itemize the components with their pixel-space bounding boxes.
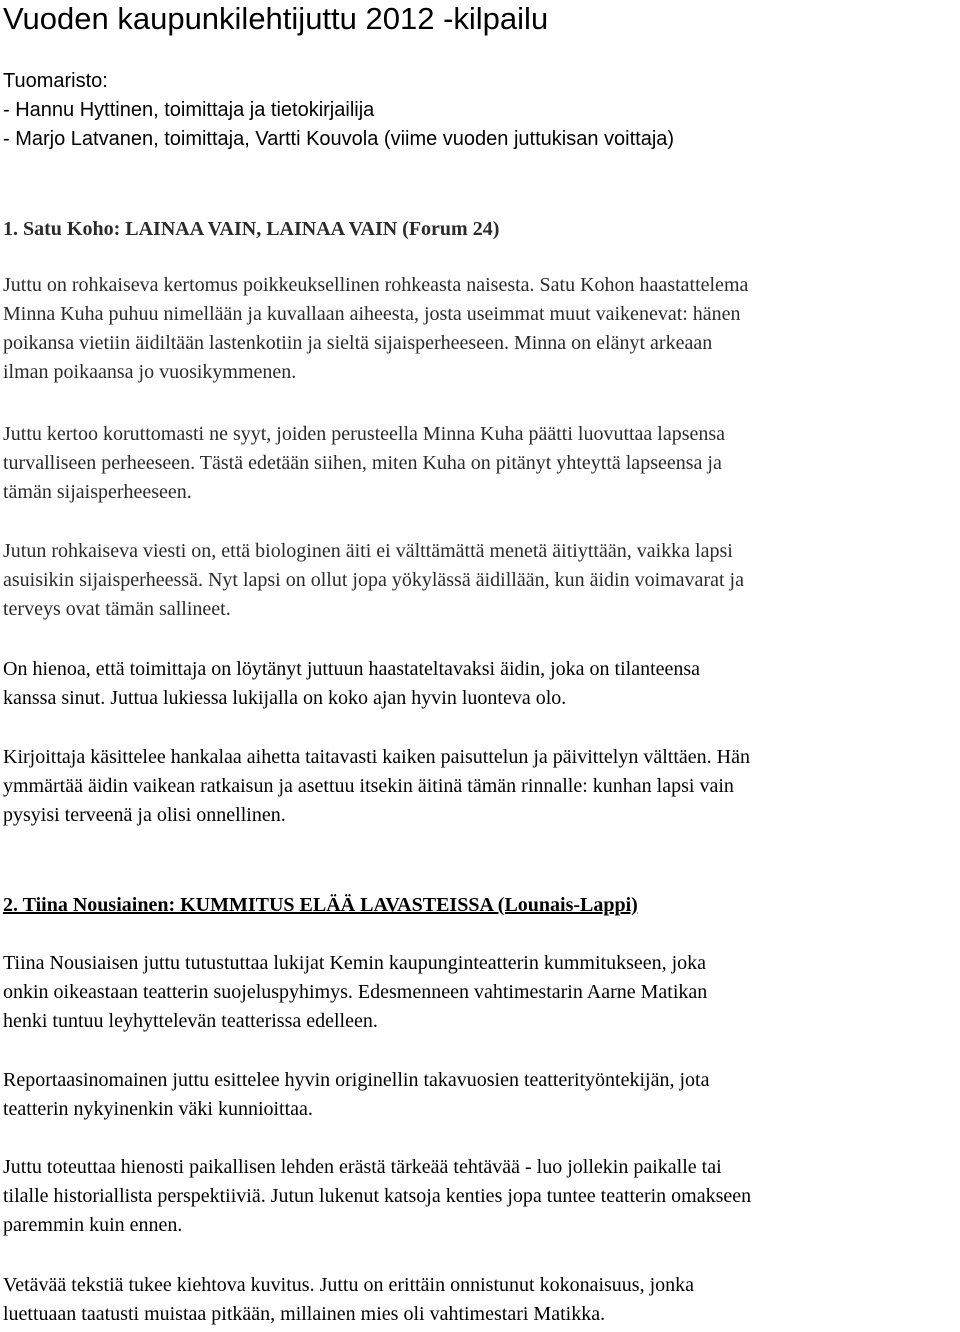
jury-member: - Hannu Hyttinen, toimittaja ja tietokirjailija [3,99,375,121]
section-2-paragraph: Reportaasinomainen juttu esittelee hyvin originellin takavuosien teatterityöntekijän, jota teatterin nykyinenkin väki kunnioittaa. [3,1069,710,1120]
document-title: Vuoden kaupunkilehtijuttu 2012 -kilpailu [3,1,549,36]
section-1-paragraph: Juttu kertoo koruttomasti ne syyt, joiden perusteella Minna Kuha päätti luovuttaa lapsensa turvalliseen perheeseen. Tästä edetään siihen, miten Kuha on pitänyt yhteyttä lapseensa ja tämän sijaisperheeseen. [3,423,726,503]
jury-member: - Marjo Latvanen, toimittaja, Vartti Kouvola (viime vuoden juttukisan voittaja) [3,128,675,150]
section-1-paragraph: Kirjoittaja käsittelee hankalaa aihetta taitavasti kaiken paisuttelun ja päivittelyn välttäen. Hän ymmärtää äidin vaikean ratkaisun ja asettuu itsekin äitinä tämän rinnalle: kunhan lapsi vain pysyisi terveenä ja olisi onnellinen. [3,746,750,826]
section-2-paragraph: Vetävää tekstiä tukee kiehtova kuvitus. Juttu on erittäin onnistunut kokonaisuus, jonka luettuaan taatusti muistaa pitkään, millainen mies oli vahtimestari Matikka. [3,1274,694,1325]
jury-block [3,67,953,154]
section-2-heading: 2. Tiina Nousiainen: KUMMITUS ELÄÄ LAVASTEISSA (Lounais-Lappi) [3,894,638,916]
section-1-paragraph: Juttu on rohkaiseva kertomus poikkeuksellinen rohkeasta naisesta. Satu Kohon haastattelema Minna Kuha puhuu nimellään ja kuvallaan aiheesta, josta useimmat muut vaikenevat: hänen poikansa vietiin äidiltään lastenkotiin ja sieltä sijaisperheeseen. Minna on elänyt arkeaan ilman poikaansa jo vuosikymmenen. [3,274,749,383]
section-2-paragraph: Juttu toteuttaa hienosti paikallisen lehden erästä tärkeää tehtävää - luo jollekin paikalle tai tilalle historiallista perspektiiviä. Jutun lukenut katsoja kenties jopa tuntee teatterin omakseen paremmin kuin ennen. [3,1156,752,1236]
section-2-paragraph: Tiina Nousiaisen juttu tutustuttaa lukijat Kemin kaupunginteatterin kummitukseen, joka onkin oikeastaan teatterin suojeluspyhimys. Edesmenneen vahtimestarin Aarne Matikan henki tuntuu leyhyttelevän teatterissa edelleen. [3,952,708,1032]
section-1-heading: 1. Satu Koho: LAINAA VAIN, LAINAA VAIN (Forum 24) [3,218,500,240]
section-1-paragraph: Jutun rohkaiseva viesti on, että biologinen äiti ei välttämättä menetä äitiyttään, vaikka lapsi asuisikin sijaisperheessä. Nyt lapsi on ollut jopa yökylässä äidillään, kun äidin voimavarat ja terveys ovat tämän sallineet. [3,540,744,620]
section-1-paragraph: On hienoa, että toimittaja on löytänyt juttuun haastateltavaksi äidin, joka on tilanteensa kanssa sinut. Juttua lukiessa lukijalla on koko ajan hyvin luonteva olo. [3,658,701,709]
jury-label: Tuomaristo: [3,70,108,92]
